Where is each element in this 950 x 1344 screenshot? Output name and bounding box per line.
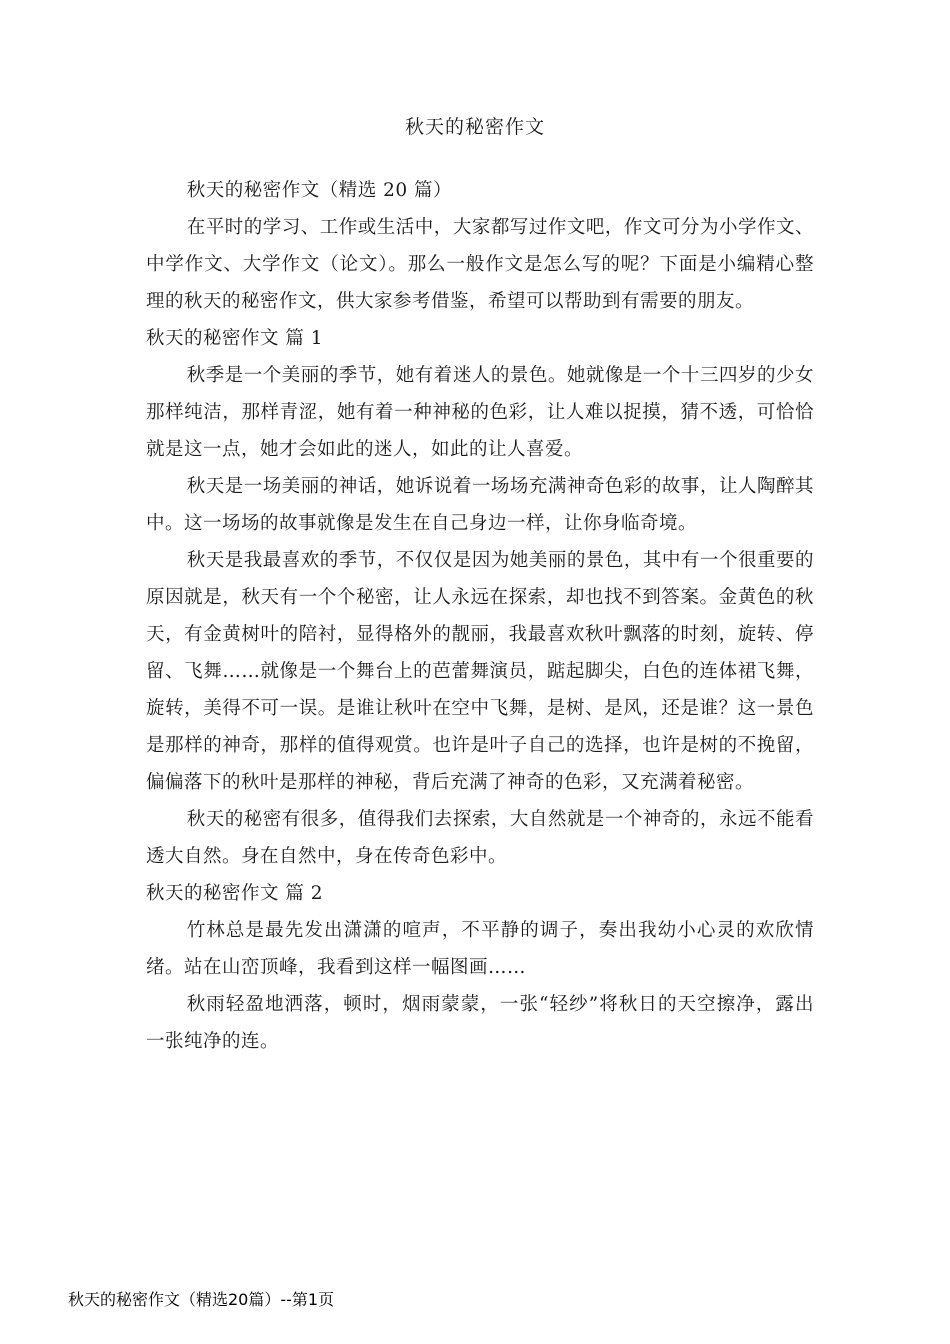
page-footer: 秋天的秘密作文（精选20篇）--第1页 bbox=[68, 1290, 335, 1309]
paragraph: 竹林总是最先发出潇潇的喧声，不平静的调子，奏出我幼小心灵的欢欣情绪。站在山峦顶峰，我看到这样一幅图画…… bbox=[146, 920, 814, 978]
paragraph: 秋天是一场美丽的神话，她诉说着一场场充满神奇色彩的故事，让人陶醉其中。这一场场的故事就像是发生在自己身边一样，让你身临奇境。 bbox=[146, 476, 814, 534]
paragraph: 秋天是我最喜欢的季节，不仅仅是因为她美丽的景色，其中有一个很重要的原因就是，秋天有一个个秘密，让人永远在探索，却也找不到答案。金黄色的秋天，有金黄树叶的陪衬，显得格外的靓丽，我最喜欢秋叶飘落的时刻，旋转、停留、飞舞……就像是一个舞台上的芭蕾舞演员，踮起脚尖，白色的连体裙飞舞，旋转，美得不可一误。是谁让秋叶在空中飞舞，是树、是风，还是谁？这一景色是那样的神奇，那样的值得观赏。也许是叶子自己的选择，也许是树的不挽留，偏偏落下的秋叶是那样的神秘，背后充满了神奇的色彩，又充满着秘密。 bbox=[146, 550, 814, 793]
paragraph: 秋天的秘密有很多，值得我们去探索，大自然就是一个神奇的，永远不能看透大自然。身在自然中，身在传奇色彩中。 bbox=[146, 809, 814, 867]
document-title: 秋天的秘密作文 bbox=[404, 116, 545, 138]
document-body bbox=[146, 172, 814, 1060]
section-heading-1: 秋天的秘密作文 篇 1 bbox=[146, 328, 324, 349]
intro-title: 秋天的秘密作文（精选 20 篇） bbox=[186, 180, 452, 201]
section-heading-2: 秋天的秘密作文 篇 2 bbox=[146, 883, 324, 904]
paragraph: 秋季是一个美丽的季节，她有着迷人的景色。她就像是一个十三四岁的少女那样纯洁，那样青涩，她有着一种神秘的色彩，让人难以捉摸，猜不透，可恰恰就是这一点，她才会如此的迷人，如此的让人喜爱。 bbox=[146, 365, 814, 460]
paragraph: 秋雨轻盈地洒落，顿时，烟雨蒙蒙，一张“轻纱”将秋日的天空擦净，露出一张纯净的连。 bbox=[146, 994, 814, 1052]
intro-paragraph: 在平时的学习、工作或生活中，大家都写过作文吧，作文可分为小学作文、中学作文、大学作文（论文）。那么一般作文是怎么写的呢？下面是小编精心整理的秋天的秘密作文，供大家参考借鉴，希望可以帮助到有需要的朋友。 bbox=[146, 217, 814, 312]
